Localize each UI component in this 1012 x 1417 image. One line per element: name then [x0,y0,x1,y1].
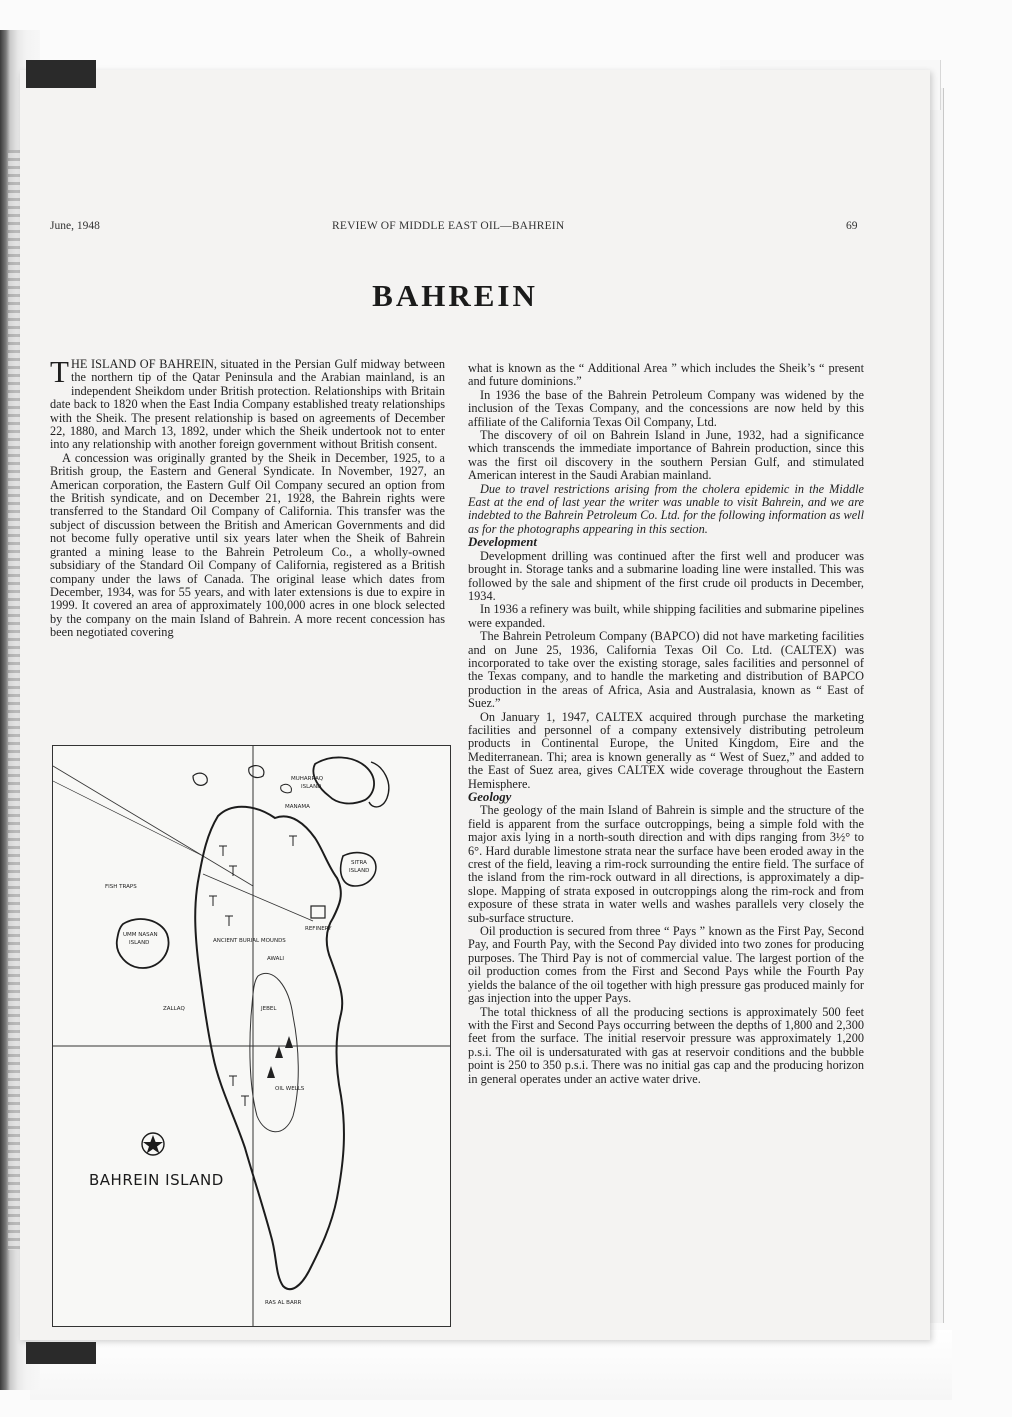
page-number: 69 [846,220,858,232]
islet [249,766,264,778]
running-head-date: June, 1948 [50,220,100,232]
muharraq-island-outline [369,762,389,807]
pipeline-line [53,766,253,886]
islet [281,784,292,792]
map-label-sitra: SITRA [351,860,367,866]
bahrein-map [52,745,451,1327]
paragraph: Development drilling was continued after the first well and producer was brought in. Storage tanks and a submarine loading line were installed. This was followed by the sale and shipment of the first crude oil products in December, 1934. [468,548,864,603]
left-column [50,354,445,640]
paragraph: In 1936 a refinery was built, while shipping facilities and submarine pipelines were expanded. [468,602,864,630]
star-icon [143,1135,163,1154]
map-label-sitra-island: ISLAND [349,868,370,874]
journal-page [20,70,930,1340]
article-title: BAHREIN [372,278,538,313]
paragraph [50,354,445,452]
paragraph: The Bahrein Petroleum Company (BAPCO) did not have marketing facilities and on June 25, 1936, California Texas Oil Co. Ltd. (CALTEX) was incorporated to take over the existing storage, sales facilities and personnel of the Texas company, and to handle the marketing and distribution of BAPCO production in the areas of Africa, Asia and Australasia, known as “ East of Suez.” [468,629,864,711]
paragraph: On January 1, 1947, CALTEX acquired through purchase the marketing facilities and personnel of a company extensively distributing petroleum products in Continental Europe, the United Kingdom, Eire and the Mediterranean. Thi; area is known generally as “ West of Suez,” and added to the East of Suez area, gives CALTEX wide coverage throughout the Eastern Hemisphere. [468,709,864,791]
map-drawing [53,746,450,1326]
map-label-ras-al-barr: RAS AL BARR [265,1300,302,1306]
jebel-contour [250,973,298,1131]
oil-well-marker [267,1066,275,1078]
map-label-manama: MANAMA [285,804,310,810]
paragraph-text: situated in the Persian Gulf midway between the northern tip of the Qatar Peninsula and the Arabian mainland, is an independent Sheikdom under British protection. Relationships with Britain date back to 1820 when the East India Company established treaty relationships with the Sheik. The present relationship is based on agreements of December 22, 1880, and March 13, 1892, under which the Sheik undertook not to enter into any relationship with another foreign government without British consent. [50,357,445,452]
map-label-burial-mounds: ANCIENT BURIAL MOUNDS [213,938,286,944]
paragraph: what is known as the “ Additional Area ” which includes the Sheik’s “ present and future dominions.” [468,361,864,389]
paragraph: A concession was originally granted by the Sheik in December, 1925, to a British group, the Eastern and General Syndicate. In November, 1927, an American corporation, the Eastern Gulf Oil Company secured an option from the British syndicate, and on December 21, 1928, the Bahrein rights were transferred to the Standard Oil Company of California. This transfer was the subject of discussion between the British and American Governments and did not become fully operative until six years later when the Sheik of Bahrein granted a mining lease to the Bahrein Petroleum Co., a wholly-owned subsidiary of the Standard Oil Company of California, registered as a British company under the laws of Canada. The original lease which dates from December, 1934, was for 55 years, and with later extensions is due to expire in 1999. It covered an area of approximately 100,000 acres in one block selected by the company on the main Island of Bahrein. A more recent concession has been negotiated covering [50,450,445,640]
editor-note: Due to travel restrictions arising from the cholera epidemic in the Middle East at the end of last year the writer was unable to visit Bahrein, and we are indebted to the Bahrein Petroleum Co. Ltd. for the following information as well as for the photographs appearing in this section. [468,481,864,536]
oil-well-marker [285,1036,293,1048]
paragraph: The geology of the main Island of Bahrein is simple and the structure of the field is apparent from the surface outcroppings, being a simple fold with the major axis lying in a north-south direction and with dips ranging from 3½° to 6°. Hard durable limestone strata near the surface have been eroded away in the crest of the field, leaving a rim-rock surrounding the entire field. The surface of the island from the rim-rock outward in all directions, is approximately a dip-slope. Mapping of strata exposed in outcroppings along the rim-rock and from exposure of these strata in water wells and washes parallels very closely the sub-surface structure. [468,803,864,925]
map-label-zallaq: ZALLAQ [163,1006,185,1012]
pipeline-line [203,874,313,921]
map-label-jebel: JEBEL [261,1006,277,1012]
map-label-umm-nasan-island: ISLAND [129,940,150,946]
section-heading-geology: Geology [468,790,512,804]
map-label-umm-nasan: UMM NASAN [123,932,158,938]
map-label-refinery: REFINERY [305,926,332,932]
running-head-title: REVIEW OF MIDDLE EAST OIL—BAHREIN [332,220,565,232]
pipeline-line [53,781,203,856]
islet [193,773,207,785]
paragraph: Oil production is secured from three “ Pays ” known as the First Pay, Second Pay, and Fourth Pay, with the Second Pay divided into two zones for producing purposes. The Third Pay is not of commercial value. The largest portion of the oil production comes from the First and Second Pays while the Fourth Pay yields the balance of the oil together with high pressure gas produced mainly for gas injection into the upper Pays. [468,924,864,1006]
paragraph: The discovery of oil on Bahrein Island in June, 1932, had a significance which transcends the immediate importance of Bahrein production, since this was the first oil discovery in the southern Persian Gulf, and stimulated American interest in the Saudi Arabian mainland. [468,428,864,483]
paragraph: In 1936 the base of the Bahrein Petroleum Company was widened by the inclusion of the Texas Company, and the concessions are now held by this affiliate of the California Texas Oil Company, Ltd. [468,387,864,429]
map-label-oil-wells: OIL WELLS [275,1086,305,1092]
map-label-muharraq-island: ISLAND [301,784,322,790]
map-label-muharraq: MUHARRAQ [291,776,324,782]
main-island-outline [195,807,344,1289]
map-title: BAHREIN ISLAND [89,1171,224,1189]
spine-band [26,1342,96,1364]
map-label-awali: AWALI [267,956,285,962]
section-heading-development: Development [468,535,537,550]
refinery-marker [311,906,325,918]
oil-well-marker [275,1046,283,1058]
lead-in: HE ISLAND OF BAHREIN, [70,357,217,371]
paragraph: The total thickness of all the producing sections is approximately 500 feet with the First and Second Pays occurring between the depths of 1,800 and 2,300 feet from the surface. The initial reservoir pressure was approximately 1,200 p.s.i. The oil is undersaturated with gas at reservoir conditions and the bubble point is 250 to 350 p.s.i. There was no initial gas cap and the producing horizon in general operates under an active water drive. [468,1004,864,1086]
drop-cap: T [50,354,69,389]
spine-band [26,60,96,88]
page-shadow [30,1330,952,1400]
right-column [468,362,864,1086]
map-label-fish-traps: FISH TRAPS [105,884,137,890]
